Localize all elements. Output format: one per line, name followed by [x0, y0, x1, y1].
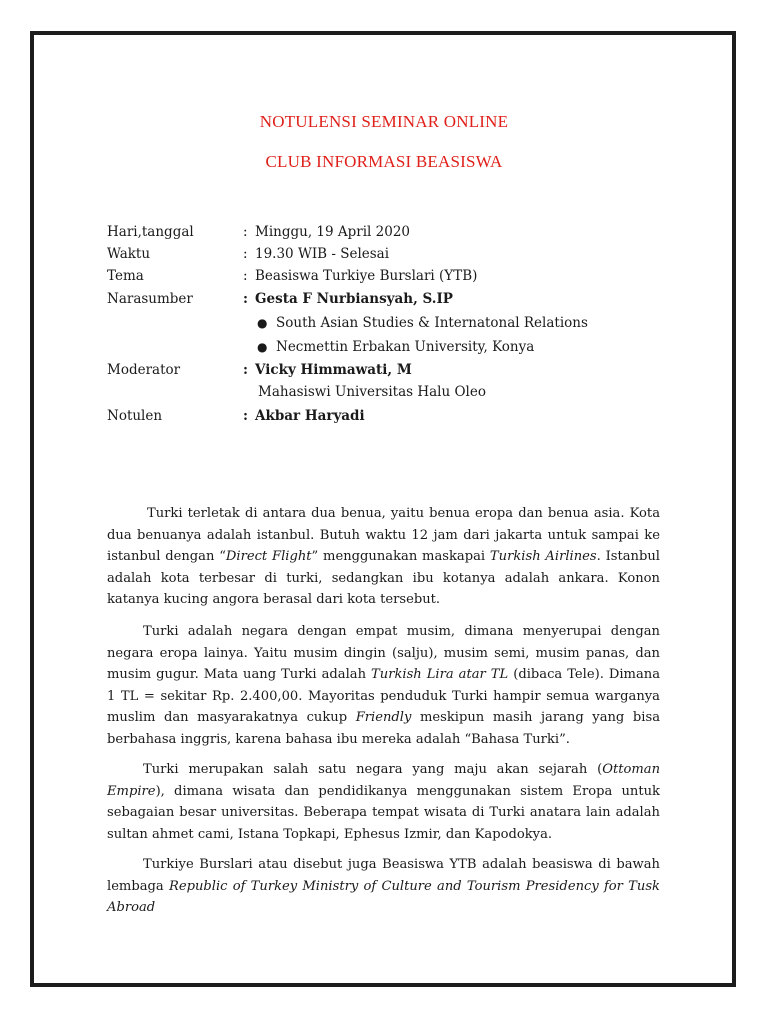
moderator-affiliation: Mahasiswi Universitas Halu Oleo — [258, 384, 486, 400]
speaker-value: Gesta F Nurbiansyah, S.IP — [255, 291, 453, 307]
moderator-label: Moderator — [107, 362, 181, 378]
p1-text-a: Turki terletak di antara dua benua, yaitu benua eropa dan benua asia. Kota dua benuanya adalah istanbul. Butuh waktu 12 jam dari jakarta untuk sampai ke istanbul dengan “ — [107, 506, 660, 564]
paragraph-1 — [107, 503, 660, 611]
speaker-label: Narasumber — [107, 291, 193, 307]
date-value: Minggu, 19 April 2020 — [255, 224, 410, 240]
bullet-icon: ● — [257, 316, 268, 330]
notulen-colon: : — [243, 408, 248, 424]
notulen-value: Akbar Haryadi — [255, 408, 365, 424]
p2-text-a: Turki adalah negara dengan empat musim, dimana menyerupai dengan negara eropa lainya. Yaitu musim dingin (salju), musim semi, musim panas, dan musim gugur. Mata uang Turki adalah — [107, 624, 660, 682]
p4-text-a: Turkiye Burslari atau disebut juga Beasiswa YTB adalah beasiswa di bawah lembaga — [107, 857, 660, 894]
p2-text-e: meskipun masih jarang yang bisa berbahasa inggris, karena bahasa ibu mereka adalah “Bahasa Turki”. — [107, 710, 660, 747]
moderator-value: Vicky Himmawati, M — [255, 362, 412, 378]
document-title: NOTULENSI SEMINAR ONLINE — [259, 112, 509, 131]
notulen-label: Notulen — [107, 408, 163, 424]
paragraph-3 — [107, 759, 660, 845]
moderator-colon: : — [243, 362, 248, 378]
p3-text-a: Turki merupakan salah satu negara yang maju akan sejarah ( — [143, 762, 603, 777]
paragraph-2 — [107, 621, 660, 750]
p1-text-e: . Istanbul adalah kota terbesar di turki, sedangkan ibu kotanya adalah ankara. Konon katanya kucing angora berasal dari kota tersebut. — [107, 549, 660, 607]
p4-italic-b: Republic of Turkey Ministry of Culture and Tourism Presidency for Tusk Abroad — [107, 878, 660, 915]
document-subtitle: CLUB INFORMASI BEASISWA — [265, 152, 503, 171]
bullet-icon: ● — [257, 340, 268, 354]
theme-colon: : — [243, 268, 248, 284]
time-colon: : — [243, 246, 248, 262]
time-value: 19.30 WIB - Selesai — [255, 246, 390, 262]
p2-italic-b: Turkish Lira atar TL — [371, 667, 509, 682]
speaker-bullet-1: South Asian Studies & Internatonal Relations — [276, 315, 588, 331]
paragraph-4 — [107, 854, 660, 919]
theme-label: Tema — [107, 268, 144, 284]
date-colon: : — [243, 224, 248, 240]
theme-value: Beasiswa Turkiye Burslari (YTB) — [255, 268, 478, 284]
p2-italic-d: Friendly — [355, 710, 412, 725]
p1-text-c: ” menggunakan maskapai — [311, 549, 490, 564]
speaker-bullet-2: Necmettin Erbakan University, Konya — [276, 339, 535, 355]
p1-italic-d: Turkish Airlines — [489, 549, 597, 564]
p3-italic-b: Ottoman Empire — [107, 762, 660, 799]
p3-text-c: ), dimana wisata dan pendidikanya menggunakan sistem Eropa untuk sebagaian besar universitas. Beberapa tempat wisata di Turki anatara lain adalah sultan ahmet cami, Istana Topkapi, Ephesus Izmir, dan Kapodokya. — [107, 783, 660, 842]
p2-text-c: (dibaca Tele). Dimana 1 TL = sekitar Rp. 2.400,00. Mayoritas penduduk Turki hampir semua warganya muslim dan masyarakatnya cukup — [107, 667, 661, 725]
p1-italic-b: Direct Flight — [225, 549, 312, 564]
date-label: Hari,tanggal — [107, 224, 194, 240]
speaker-colon: : — [243, 291, 248, 307]
time-label: Waktu — [107, 246, 151, 262]
